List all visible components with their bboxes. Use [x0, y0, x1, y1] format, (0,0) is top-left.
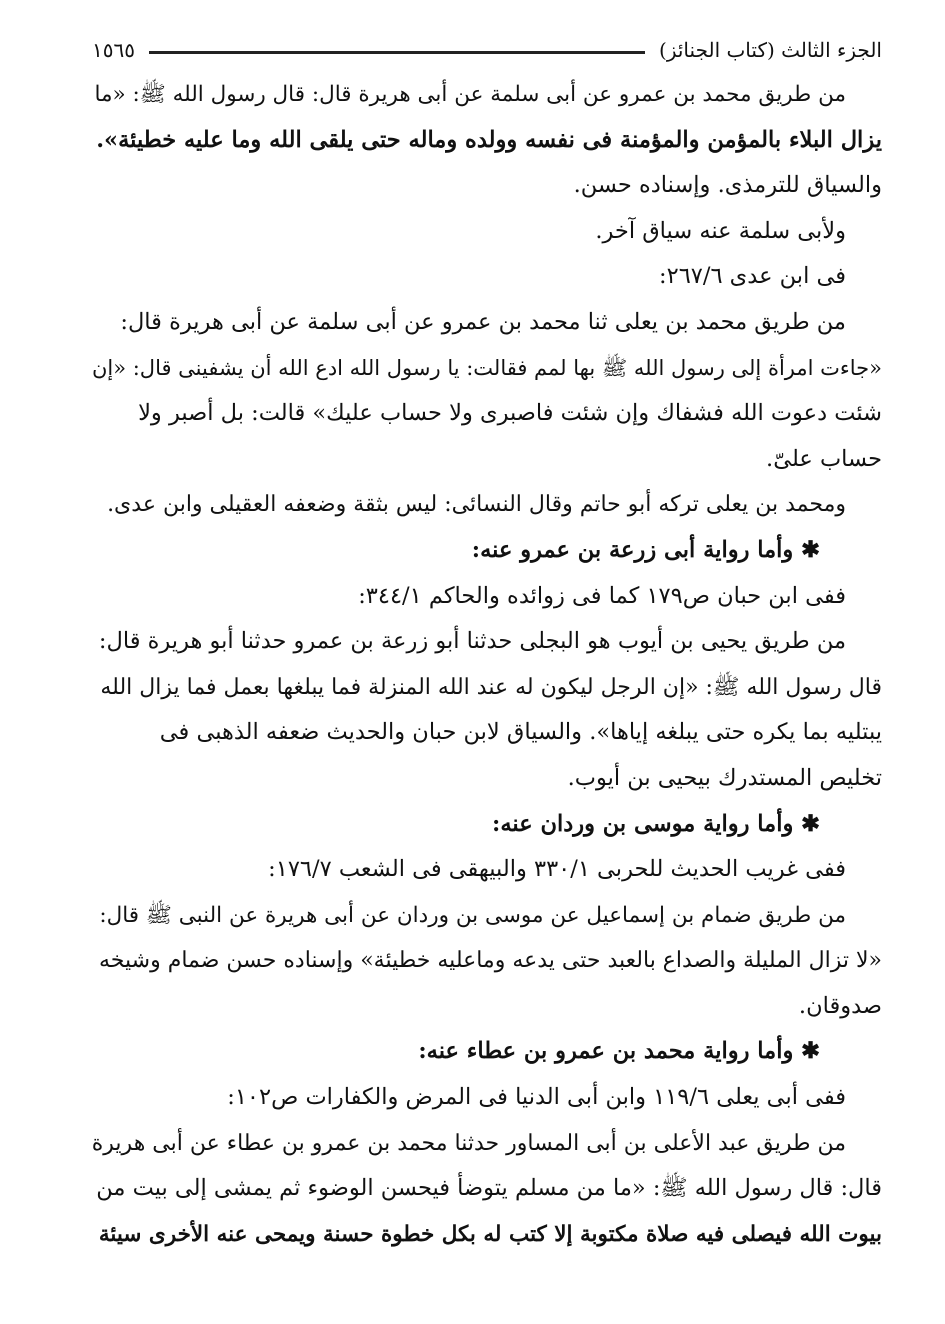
- text-line: من طريق محمد بن عمرو عن أبى سلمة عن أبى هريرة قال: قال رسول الله ﷺ: «ما: [94, 82, 846, 107]
- text-line: تخليص المستدرك بيحيى بن أيوب.: [567, 764, 882, 791]
- text-line: «جاءت امرأة إلى رسول الله ﷺ بها لمم فقالت: يا رسول الله ادع الله أن يشفينى قال: «إن: [92, 355, 882, 380]
- text-line: ومحمد بن يعلى تركه أبو حاتم وقال النسائى: ليس بثقة وضعفه العقيلى وابن عدى.: [107, 492, 846, 518]
- page-number: ١٥٦٥: [92, 38, 135, 62]
- section-heading: ✱ وأما رواية موسى بن وردان عنه:: [492, 810, 820, 837]
- body-text: [92, 72, 882, 1257]
- text-line: حساب علىّ.: [766, 445, 882, 472]
- text-line: من طريق يحيى بن أيوب هو البجلى حدثنا أبو زرعة بن عمرو حدثنا أبو هريرة قال:: [98, 628, 846, 655]
- text-line: بيوت الله فيصلى فيه صلاة مكتوبة إلا كتب له بكل خطوة حسنة ويمحى عنه الأخرى سيئة: [98, 1221, 882, 1247]
- text-line: صدوقان.: [798, 992, 882, 1019]
- text-line: قال: قال رسول الله ﷺ: «ما من مسلم يتوضأ فيحسن الوضوء ثم يمشى إلى بيت من: [96, 1175, 882, 1202]
- text-line: من طريق عبد الأعلى بن أبى المساور حدثنا محمد بن عمرو بن عطاء عن أبى هريرة: [92, 1130, 846, 1156]
- text-line: «لا تزال المليلة والصداع بالعبد حتى يدعه وماعليه خطيئة» وإسناده حسن ضمام وشيخه: [99, 948, 882, 974]
- text-line: من طريق محمد بن يعلى ثنا محمد بن عمرو عن أبى سلمة عن أبى هريرة قال:: [120, 308, 846, 335]
- text-line: والسياق للترمذى. وإسناده حسن.: [573, 172, 882, 199]
- text-line: ولأبى سلمة عنه سياق آخر.: [595, 217, 846, 244]
- header-title: الجزء الثالث (كتاب الجنائز): [659, 38, 882, 62]
- section-heading: ✱ وأما رواية أبى زرعة بن عمرو عنه:: [471, 536, 820, 563]
- text-line: يبتليه بما يكره حتى يبلغه إياها». والسياق لابن حبان والحديث ضعفه الذهبى فى: [159, 719, 882, 746]
- header-rule: [149, 51, 645, 54]
- text-line: ففى أبى يعلى ١١٩/٦ وابن أبى الدنيا فى المرض والكفارات ص١٠٢:: [227, 1084, 846, 1111]
- text-line: قال رسول الله ﷺ: «إن الرجل ليكون له عند الله المنزلة فما يبلغها بعمل فما يزال الله: [100, 674, 882, 700]
- text-line: من طريق ضمام بن إسماعيل عن موسى بن وردان عن أبى هريرة عن النبى ﷺ قال:: [99, 902, 846, 928]
- book-page: [92, 28, 882, 1308]
- text-line: ففى ابن حبان ص١٧٩ كما فى زوائده والحاكم ٣٤٤/١:: [358, 582, 846, 609]
- section-heading: ✱ وأما رواية محمد بن عمرو بن عطاء عنه:: [418, 1038, 820, 1065]
- text-line: فى ابن عدى ٢٦٧/٦:: [659, 263, 846, 290]
- text-line: ففى غريب الحديث للحربى ٣٣٠/١ والبيهقى فى الشعب ١٧٦/٧:: [268, 856, 846, 883]
- text-line: يزال البلاء بالمؤمن والمؤمنة فى نفسه وولده وماله حتى يلقى الله وما عليه خطيئة».: [96, 126, 882, 153]
- running-header: [92, 28, 882, 72]
- text-line: شئت دعوت الله فشفاك وإن شئت فاصبرى ولا حساب عليك» قالت: بل أصبر ولا: [138, 400, 882, 427]
